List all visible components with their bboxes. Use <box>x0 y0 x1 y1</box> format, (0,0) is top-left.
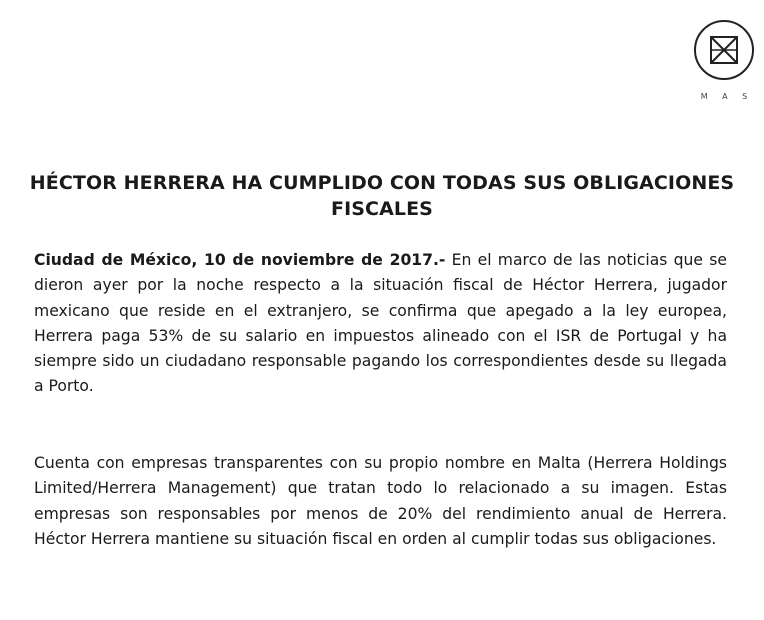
paragraph-1 <box>34 248 727 400</box>
mas-logo-icon <box>692 18 756 82</box>
document-title: HÉCTOR HERRERA HA CUMPLIDO CON TODAS SUS OBLIGACIONES FISCALES <box>29 172 735 220</box>
paragraph-2: Cuenta con empresas transparentes con su propio nombre en Malta (Herrera Holdings Limited/Herrera Management) que tratan todo lo relacionado a su imagen. Estas empresas son responsables por menos de 20% del rendimiento anual de Herrera. Héctor Herrera mantiene su situación fiscal en orden al cumplir todas sus obligaciones. <box>34 454 727 548</box>
mas-logo <box>689 18 759 104</box>
logo-text: M A S <box>700 92 754 101</box>
paragraph-1-lead: Ciudad de México, 10 de noviembre de 2017.- <box>34 251 446 269</box>
paragraph-1-body: En el marco de las noticias que se dieron ayer por la noche respecto a la situación fiscal de Héctor Herrera, jugador mexicano que reside en el extranjero, se confirma que apegado a la ley europea, Herrera paga 53% de su salario en impuestos alineado con el ISR de Portugal y ha siempre sido un ciudadano responsable pagando los correspondientes desde su llegada a Porto. <box>34 251 727 396</box>
